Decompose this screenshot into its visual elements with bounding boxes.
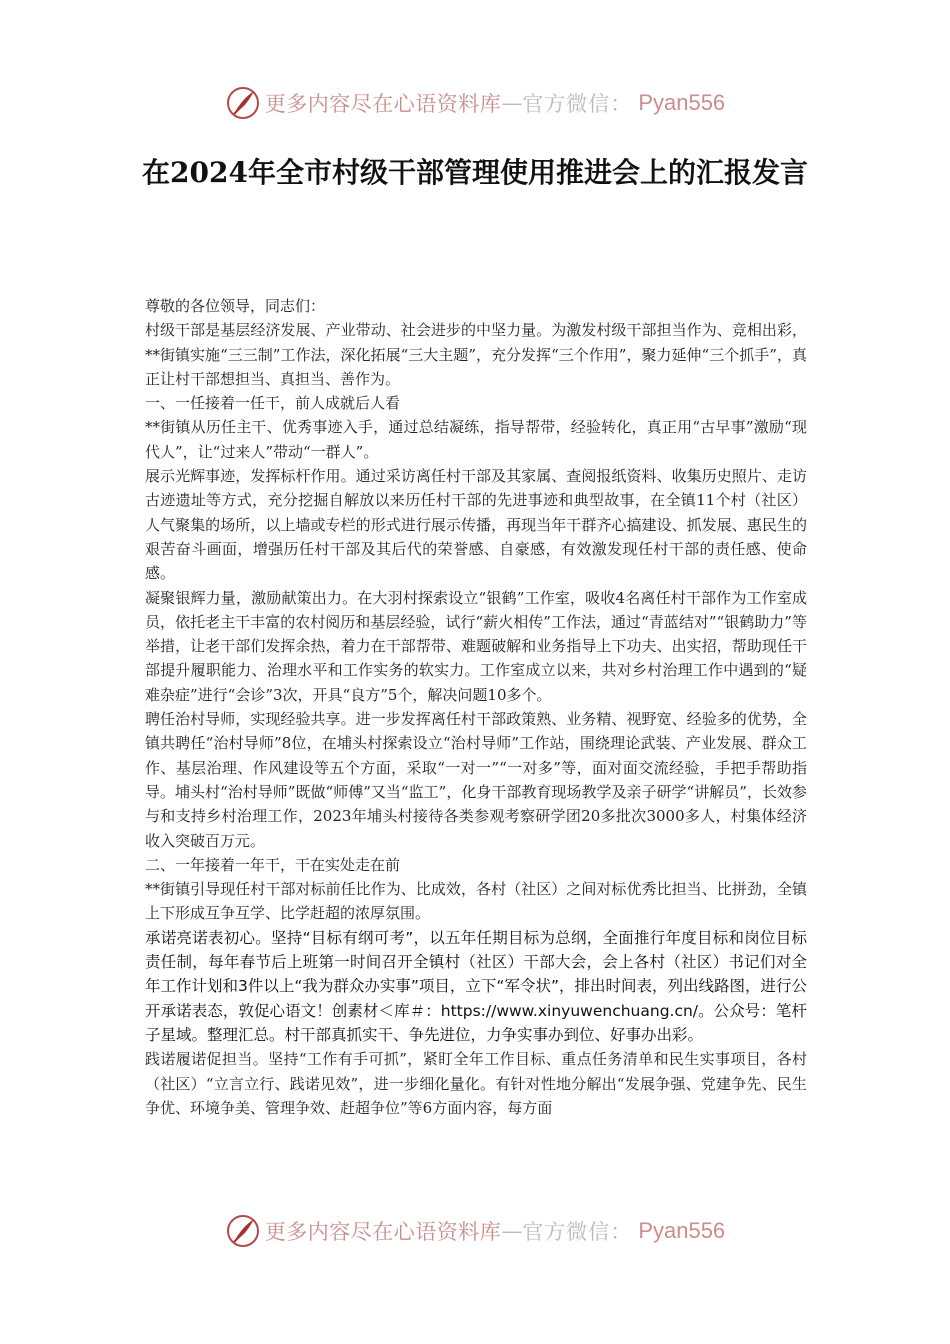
body-paragraph: 践诺履诺促担当。坚持“工作有手可抓”，紧盯全年工作目标、重点任务清单和民生实事项目，各村（社区）“立言立行、践诺见效”，进一步细化量化。有针对性地分解出“发展争强、党建争先、民生争优、环境争美、管理争效、赶超争位”等6方面内容，每方面 <box>145 1050 807 1117</box>
banner-wechat-id: Pyan556 <box>638 1218 726 1243</box>
banner-separator: — <box>501 1219 523 1243</box>
banner-wechat-id: Pyan556 <box>638 90 726 115</box>
section-heading-2: 二、一年接着一年干，干在实处走在前 <box>145 855 401 874</box>
intro-paragraph: 村级干部是基层经济发展、产业带动、社会进步的中坚力量。为激发村级干部担当作为、竞相出彩，**街镇实施“三三制”工作法，深化拓展“三大主题”，充分发挥“三个作用”，聚力延伸“三个抓手”，真正让村干部想担当、真担当、善作为。 <box>145 321 807 388</box>
document-title: 在2024年全市村级干部管理使用推进会上的汇报发言 <box>142 156 808 189</box>
section-heading-1: 一、一任接着一任干，前人成就后人看 <box>145 394 401 413</box>
banner-wechat-label: 官方微信： <box>522 1220 633 1244</box>
quill-pen-icon <box>225 85 261 121</box>
body-paragraph: **街镇从历任主干、优秀事迹入手，通过总结凝练，指导帮带，经验转化，真正用“古早事”激励“现代人”，让“过来人”带动“一群人”。 <box>145 418 807 461</box>
body-paragraph: 展示光辉事迹，发挥标杆作用。通过采访离任村干部及其家属、查阅报纸资料、收集历史照片、走访古迹遗址等方式，充分挖掘自解放以来历任村干部的先进事迹和典型故事，在全镇11个村（社区）人气聚集的场所，以上墙或专栏的形式进行展示传播，再现当年干群齐心搞建设、抓发展、惠民生的艰苦奋斗画面，增强历任村干部及其后代的荣誉感、自豪感，有效激发现任村干部的责任感、使命感。 <box>145 467 807 583</box>
body-paragraph-highlight: 承诺亮诺表初心。坚持“目标有纲可考”，以五年任期目标为总纲，全面推行年度目标和岗位目标责任制，每年春节后上班第一时间召开全镇村（社区）干部大会，会上各村（社区）书记们对全年工作计划和3件以上“我为群众办实事”项目，立下“军令状”，排出时间表，列出线路图，进行公开承诺表态，敦促心语文！创素材＜库＃：https://www.xinyuwenchuang.cn/。公众号：笔杆子星域。整理汇总。村干部真抓实干、争先进位，力争实事办到位、好事办出彩。 <box>145 928 807 1044</box>
quill-pen-icon <box>225 1213 261 1249</box>
body-paragraph: **街镇引导现任村干部对标前任比作为、比成效，各村（社区）之间对标优秀比担当、比拼劲，全镇上下形成互争互学、比学赶超的浓厚氛围。 <box>145 880 807 923</box>
salutation: 尊敬的各位领导，同志们： <box>145 297 326 315</box>
banner-wechat-label: 官方微信： <box>522 92 633 116</box>
banner-separator: — <box>501 91 523 115</box>
header-banner <box>0 80 950 126</box>
document-body <box>145 294 807 1120</box>
footer-banner <box>0 1208 950 1254</box>
banner-text: 更多内容尽在心语资料库 <box>264 92 502 116</box>
body-paragraph: 聘任治村导师，实现经验共享。进一步发挥离任村干部政策熟、业务精、视野宽、经验多的优势，全镇共聘任“治村导师”8位，在埔头村探索设立“治村导师”工作站，围绕理论武装、产业发展、群众工作、基层治理、作风建设等五个方面，采取“一对一”“一对多”等，面对面交流经验，手把手帮助指导。埔头村“治村导师”既做“师傅”又当“监工”，化身干部教育现场教学及亲子研学“讲解员”，长效参与和支持乡村治理工作，2023年埔头村接待各类参观考察研学团20多批次3000多人，村集体经济收入突破百万元。 <box>145 710 807 850</box>
body-paragraph: 凝聚银辉力量，激励献策出力。在大羽村探索设立“银鹤”工作室，吸收4名离任村干部作为工作室成员，依托老主干丰富的农村阅历和基层经验，试行“薪火相传”工作法，通过“青蓝结对”“银鹤助力”等举措，让老干部们发挥余热，着力在干部帮带、难题破解和业务指导上下功夫、出实招，帮助现任干部提升履职能力、治理水平和工作实务的软实力。工作室成立以来，共对乡村治理工作中遇到的“疑难杂症”进行“会诊”3次，开具“良方”5个，解决问题10多个。 <box>145 588 807 704</box>
banner-text: 更多内容尽在心语资料库 <box>264 1220 502 1244</box>
